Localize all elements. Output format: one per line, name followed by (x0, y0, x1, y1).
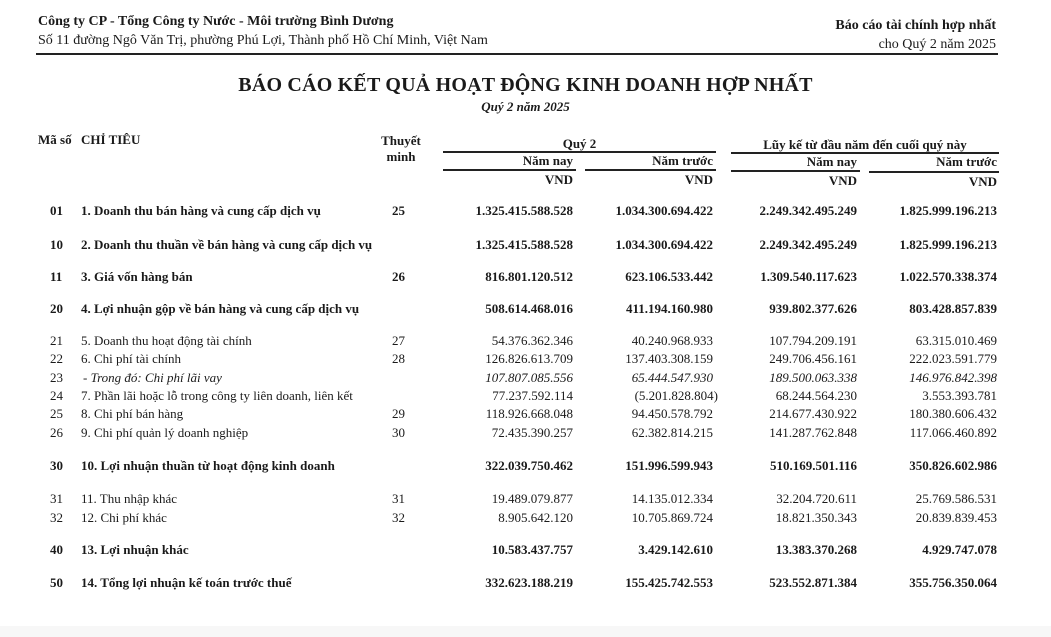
row-label: 1. Doanh thu bán hàng và cung cấp dịch vụ (81, 203, 321, 218)
row-code: 23 (50, 370, 63, 385)
value-ytd-current: 141.287.762.848 (769, 425, 857, 440)
value-q-previous: 94.450.578.792 (631, 406, 713, 421)
value-ytd-previous: 25.769.586.531 (915, 491, 997, 506)
row-code: 21 (50, 333, 63, 348)
value-ytd-current: 68.244.564.230 (775, 388, 857, 403)
value-q-previous: 1.034.300.694.422 (615, 237, 713, 252)
value-q-current: 10.583.437.757 (491, 542, 573, 557)
column-group-quarter: Quý 2 (562, 136, 597, 151)
q-current-rule (443, 169, 576, 171)
column-header-q-previous: Năm trước (652, 153, 713, 168)
row-code: 32 (50, 510, 63, 525)
column-header-ytd-current: Năm nay (806, 154, 857, 169)
table-row (0, 406, 1051, 424)
header-divider (36, 53, 998, 55)
value-q-current: 54.376.362.346 (491, 333, 573, 348)
table-row (0, 269, 1051, 287)
value-q-previous: 137.403.308.159 (625, 351, 713, 366)
column-header-q-current: Năm nay (522, 153, 573, 168)
currency-ytd-current: VND (828, 173, 857, 188)
row-label: 11. Thu nhập khác (81, 491, 178, 506)
table-row (0, 575, 1051, 593)
table-row (0, 203, 1051, 221)
row-code: 20 (50, 301, 63, 316)
value-ytd-current: 2.249.342.495.249 (759, 237, 857, 252)
row-code: 31 (50, 491, 63, 506)
value-ytd-previous: 1.825.999.196.213 (899, 237, 997, 252)
currency-q-current: VND (544, 172, 573, 187)
column-group-ytd: Lũy kế từ đầu năm đến cuối quý này (763, 137, 967, 152)
ytd-previous-rule (869, 171, 999, 173)
row-code: 26 (50, 425, 63, 440)
row-code: 10 (50, 237, 63, 252)
value-q-current: 72.435.390.257 (491, 425, 573, 440)
table-row (0, 425, 1051, 443)
value-ytd-current: 939.802.377.626 (769, 301, 857, 316)
value-ytd-current: 189.500.063.338 (769, 370, 857, 385)
value-q-current: 126.826.613.709 (485, 351, 573, 366)
value-q-current: 322.039.750.462 (485, 458, 573, 473)
value-ytd-previous: 117.066.460.892 (909, 425, 997, 440)
value-ytd-current: 107.794.209.191 (769, 333, 857, 348)
column-header-note-line1: Thuyết (381, 133, 421, 148)
row-note: 31 (392, 491, 405, 506)
value-ytd-previous: 20.839.839.453 (915, 510, 997, 525)
value-ytd-current: 2.249.342.495.249 (759, 203, 857, 218)
value-ytd-previous: 4.929.747.078 (922, 542, 997, 557)
page-title: BÁO CÁO KẾT QUẢ HOẠT ĐỘNG KINH DOANH HỢP NHẤT (238, 74, 813, 96)
value-q-previous: 1.034.300.694.422 (615, 203, 713, 218)
value-q-current: 1.325.415.588.528 (475, 237, 573, 252)
table-row (0, 542, 1051, 560)
value-ytd-current: 523.552.871.384 (769, 575, 857, 590)
value-ytd-previous: 803.428.857.839 (909, 301, 997, 316)
table-row (0, 301, 1051, 319)
row-note: 26 (392, 269, 405, 284)
value-q-current: 508.614.468.016 (485, 301, 573, 316)
value-ytd-current: 18.821.350.343 (775, 510, 857, 525)
column-header-note-line2: minh (386, 149, 416, 164)
value-ytd-current: 13.383.370.268 (775, 542, 857, 557)
value-ytd-current: 32.204.720.611 (776, 491, 857, 506)
row-note: 27 (392, 333, 405, 348)
value-ytd-current: 249.706.456.161 (769, 351, 857, 366)
table-row (0, 510, 1051, 528)
q-previous-rule (585, 169, 716, 171)
value-ytd-previous: 350.826.602.986 (909, 458, 997, 473)
currency-ytd-previous: VND (968, 174, 997, 189)
company-name: Công ty CP - Tổng Công ty Nước - Môi trường Bình Dương (38, 14, 394, 29)
row-label: 9. Chi phí quản lý doanh nghiệp (81, 425, 249, 440)
value-q-previous: 62.382.814.215 (631, 425, 713, 440)
value-ytd-previous: 222.023.591.779 (909, 351, 997, 366)
row-note: 29 (392, 406, 405, 421)
report-type: Báo cáo tài chính hợp nhất (835, 18, 996, 33)
table-row (0, 458, 1051, 476)
table-row (0, 388, 1051, 406)
row-code: 40 (50, 542, 63, 557)
value-ytd-previous: 180.380.606.432 (909, 406, 997, 421)
value-ytd-current: 214.677.430.922 (769, 406, 857, 421)
row-note: 28 (392, 351, 405, 366)
page-bottom-edge (0, 626, 1051, 637)
value-q-current: 1.325.415.588.528 (475, 203, 573, 218)
value-q-previous: 411.194.160.980 (625, 301, 713, 316)
value-q-previous: 14.135.012.334 (631, 491, 713, 506)
row-label: 7. Phần lãi hoặc lỗ trong công ty liên doanh, liên kết (81, 388, 353, 403)
row-code: 25 (50, 406, 63, 421)
row-code: 50 (50, 575, 63, 590)
table-row (0, 237, 1051, 255)
column-header-item: CHỈ TIÊU (81, 132, 141, 147)
row-note: 32 (392, 510, 405, 525)
row-label: 14. Tổng lợi nhuận kế toán trước thuế (81, 575, 292, 590)
row-label: 12. Chi phí khác (81, 510, 167, 525)
row-label: 3. Giá vốn hàng bán (81, 269, 193, 284)
row-label: 13. Lợi nhuận khác (81, 542, 189, 557)
value-ytd-previous: 355.756.350.064 (909, 575, 997, 590)
row-code: 24 (50, 388, 63, 403)
value-ytd-previous: 146.976.842.398 (909, 370, 997, 385)
value-q-previous: (5.201.828.804) (634, 388, 718, 403)
column-header-code: Mã số (38, 132, 72, 147)
table-row (0, 491, 1051, 509)
value-q-current: 8.905.642.120 (498, 510, 573, 525)
value-ytd-current: 1.309.540.117.623 (760, 269, 857, 284)
row-label: 5. Doanh thu hoạt động tài chính (81, 333, 252, 348)
value-q-current: 816.801.120.512 (485, 269, 573, 284)
column-header-ytd-previous: Năm trước (936, 154, 997, 169)
row-code: 30 (50, 458, 63, 473)
row-note: 30 (392, 425, 405, 440)
value-ytd-previous: 63.315.010.469 (915, 333, 997, 348)
company-address: Số 11 đường Ngô Văn Trị, phường Phú Lợi, Thành phố Hồ Chí Minh, Việt Nam (38, 33, 488, 48)
value-q-previous: 623.106.533.442 (625, 269, 713, 284)
row-label: 2. Doanh thu thuần về bán hàng và cung cấp dịch vụ (81, 237, 373, 252)
row-label: 4. Lợi nhuận gộp về bán hàng và cung cấp dịch vụ (81, 301, 360, 316)
value-q-current: 77.237.592.114 (492, 388, 573, 403)
value-q-previous: 151.996.599.943 (625, 458, 713, 473)
value-q-previous: 65.444.547.930 (631, 370, 713, 385)
value-ytd-current: 510.169.501.116 (769, 458, 857, 473)
row-code: 22 (50, 351, 63, 366)
value-ytd-previous: 3.553.393.781 (922, 388, 997, 403)
row-code: 01 (50, 203, 63, 218)
value-q-current: 332.623.188.219 (485, 575, 573, 590)
table-row (0, 370, 1051, 388)
table-row (0, 351, 1051, 369)
value-q-previous: 3.429.142.610 (638, 542, 713, 557)
value-q-current: 107.807.085.556 (485, 370, 573, 385)
value-q-previous: 10.705.869.724 (631, 510, 713, 525)
row-note: 25 (392, 203, 405, 218)
row-label: 8. Chi phí bán hàng (81, 406, 184, 421)
row-label: 6. Chi phí tài chính (81, 351, 182, 366)
row-code: 11 (50, 269, 63, 284)
value-q-current: 19.489.079.877 (491, 491, 573, 506)
value-ytd-previous: 1.825.999.196.213 (899, 203, 997, 218)
table-row (0, 333, 1051, 351)
ytd-current-rule (731, 170, 860, 172)
page-subtitle: Quý 2 năm 2025 (481, 99, 570, 114)
report-period: cho Quý 2 năm 2025 (878, 37, 996, 52)
row-label: - Trong đó: Chi phí lãi vay (83, 370, 222, 385)
value-q-previous: 155.425.742.553 (625, 575, 713, 590)
row-label: 10. Lợi nhuận thuần từ hoạt động kinh doanh (81, 458, 335, 473)
currency-q-previous: VND (684, 172, 713, 187)
value-q-current: 118.926.668.048 (485, 406, 573, 421)
value-q-previous: 40.240.968.933 (631, 333, 713, 348)
value-ytd-previous: 1.022.570.338.374 (899, 269, 997, 284)
